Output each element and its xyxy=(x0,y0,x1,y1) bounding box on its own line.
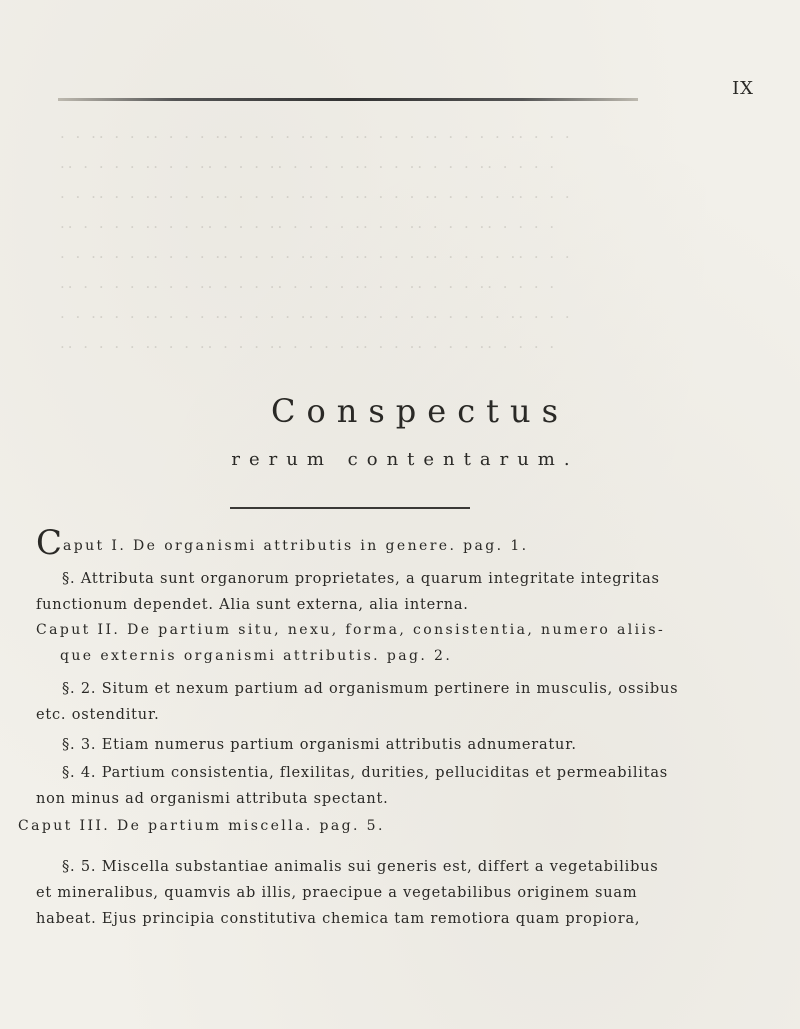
bleed-through-texture: · · ·· · · ·· · · · ·· · · · · ·· · · ·· · · · ·· · · · · ·· · · · xyxy=(60,248,573,266)
page-subtitle: rerum contentarum. xyxy=(231,449,579,470)
bleed-through-texture: ·· · · · · ·· · · ·· · · · ·· · · · · ·· · · ·· · · · ·· · · · · xyxy=(60,158,558,176)
chapter-heading xyxy=(36,523,529,563)
paragraph-line: §. 3. Etiam numerus partium organismi attributis adnumeratur. xyxy=(62,737,577,753)
chapter-title: aput I. De organismi attributis in genere. pag. 1. xyxy=(63,538,529,554)
top-rule xyxy=(58,98,638,101)
chapter-heading-continued: que externis organismi attributis. pag. 2. xyxy=(60,648,453,664)
page-number: IX xyxy=(732,78,754,99)
bleed-through-texture: · · ·· · · ·· · · · ·· · · · · ·· · · ·· · · · ·· · · · · ·· · · · xyxy=(60,308,573,326)
chapter-heading: Caput III. De partium miscella. pag. 5. xyxy=(18,818,385,834)
paragraph-line: §. 4. Partium consistentia, flexilitas, durities, pelluciditas et permeabilitas xyxy=(62,765,669,781)
bleed-through-texture: · · ·· · · ·· · · · ·· · · · · ·· · · ·· · · · ·· · · · · ·· · · · xyxy=(60,188,573,206)
paragraph-line: habeat. Ejus principia constitutiva chemica tam remotiora quam propiora, xyxy=(36,911,641,927)
paragraph-line: §. 5. Miscella substantiae animalis sui generis est, differt a vegetabilibus xyxy=(62,859,659,875)
bleed-through-texture: ·· · · · · ·· · · ·· · · · ·· · · · · ·· · · ·· · · · ·· · · · · xyxy=(60,338,558,356)
paragraph-line: §. Attributa sunt organorum proprietates, a quarum integritate integritas xyxy=(62,571,660,587)
paragraph-line: §. 2. Situm et nexum partium ad organismum pertinere in musculis, ossibus xyxy=(62,681,679,697)
paragraph-line: et mineralibus, quamvis ab illis, praecipue a vegetabilibus originem suam xyxy=(36,885,638,901)
drop-cap: C xyxy=(36,523,63,563)
paragraph-line: etc. ostenditur. xyxy=(36,707,160,723)
chapter-heading: Caput II. De partium situ, nexu, forma, consistentia, numero aliis- xyxy=(36,622,666,638)
bleed-through-texture: ·· · · · · ·· · · ·· · · · ·· · · · · ·· · · ·· · · · ·· · · · · xyxy=(60,278,558,296)
title-rule xyxy=(230,507,470,509)
bleed-through-texture: ·· · · · · ·· · · ·· · · · ·· · · · · ·· · · ·· · · · ·· · · · · xyxy=(60,218,558,236)
page-title: Conspectus xyxy=(270,392,569,430)
paragraph-line: functionum dependet. Alia sunt externa, alia interna. xyxy=(36,597,469,613)
bleed-through-texture: · · ·· · · ·· · · · ·· · · · · ·· · · ·· · · · ·· · · · · ·· · · · xyxy=(60,128,573,146)
paragraph-line: non minus ad organismi attributa spectant. xyxy=(36,791,389,807)
